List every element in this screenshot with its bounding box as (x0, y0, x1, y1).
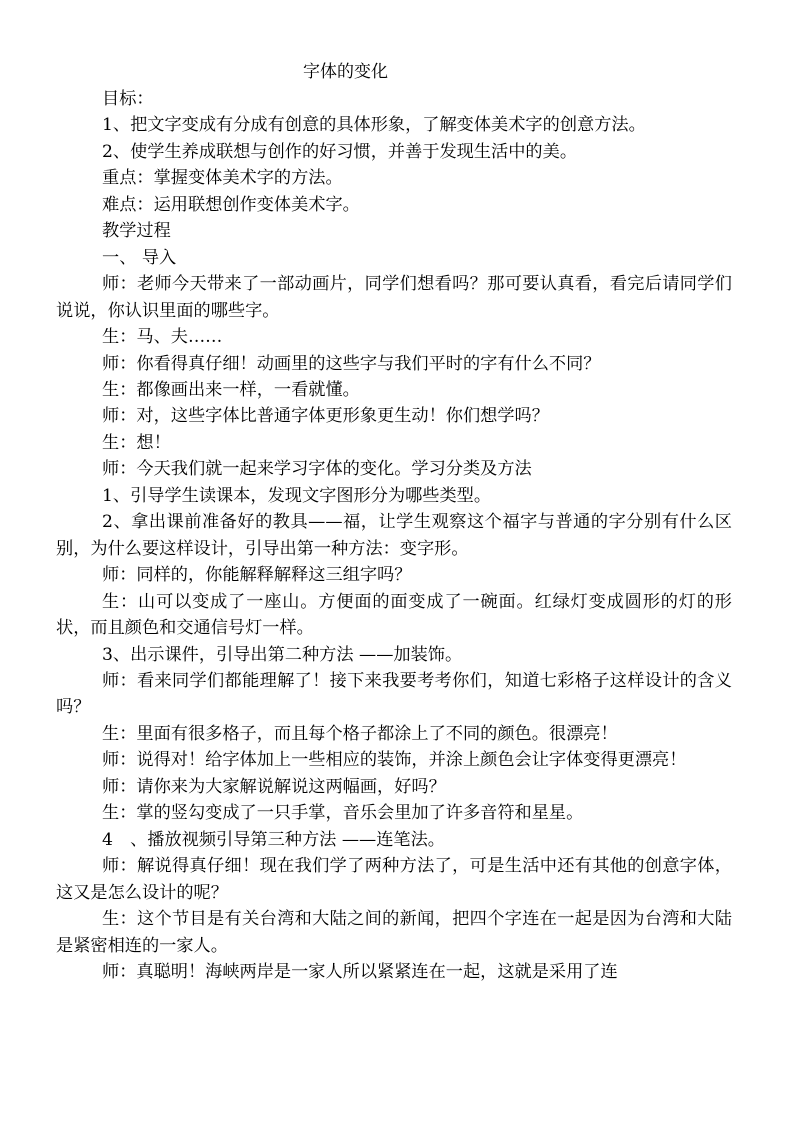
paragraph: 4 、播放视频引导第三种方法 ——连笔法。 (102, 829, 445, 850)
paragraph: 生：马、夫…… (102, 327, 223, 348)
paragraph: 师：对，这些字体比普通字体更形象更生动！你们想学吗？ (102, 406, 549, 427)
paragraph: 师：看来同学们都能理解了！接下来我要考考你们，知道七彩格子这样设计的含义吗？ (56, 670, 732, 718)
paragraph: 师：真聪明！海峡两岸是一家人所以紧紧连在一起，这就是采用了连 (102, 961, 618, 982)
paragraph: 生：里面有很多格子，而且每个格子都涂上了不同的颜色。很漂亮！ (102, 723, 618, 744)
paragraph: 3、出示课件，引导出第二种方法 ——加装饰。 (102, 644, 463, 665)
paragraph: 师：今天我们就一起来学习字体的变化。学习分类及方法 (102, 459, 532, 480)
paragraph-section-intro: 一、 导入 (102, 247, 177, 268)
paragraph: 1、引导学生读课本，发现文字图形分为哪些类型。 (102, 485, 492, 506)
document-title: 字体的变化 (303, 62, 388, 82)
paragraph-objective-1: 1、把文字变成有分成有创意的具体形象，了解变体美术字的创意方法。 (102, 115, 646, 136)
paragraph: 生：掌的竖勾变成了一只手掌，音乐会里加了许多音符和星星。 (102, 803, 584, 824)
paragraph: 师：老师今天带来了一部动画片，同学们想看吗？那可要认真看，看完后请同学们说说，你认识里面的哪些字。 (56, 274, 732, 321)
paragraph: 生：山可以变成了一座山。方便面的面变成了一碗面。红绿灯变成圆形的灯的形状，而且颜色和交通信号灯一样。 (56, 591, 732, 639)
paragraph-process-heading: 教学过程 (102, 221, 171, 242)
paragraph-objectives-heading: 目标： (102, 89, 154, 109)
paragraph: 师：你看得真仔细！动画里的这些字与我们平时的字有什么不同？ (102, 353, 601, 374)
paragraph-difficulty: 难点：运用联想创作变体美术字。 (102, 194, 360, 215)
paragraph: 生：这个节目是有关台湾和大陆之间的新闻，把四个字连在一起是因为台湾和大陆是紧密相连的一家人。 (56, 909, 732, 956)
paragraph: 生：都像画出来一样，一看就懂。 (102, 379, 360, 400)
paragraph: 师：请你来为大家解说解说这两幅画，好吗？ (102, 776, 446, 797)
paragraph: 生：想！ (102, 432, 171, 453)
document-body (56, 86, 732, 985)
paragraph: 2、拿出课前准备好的教具——福，让学生观察这个福字与普通的字分别有什么区别，为什么要这样设计，引导出第一种方法：变字形。 (56, 512, 732, 559)
paragraph: 师：解说得真仔细！现在我们学了两种方法了，可是生活中还有其他的创意字体，这又是怎么设计的呢？ (56, 856, 732, 903)
paragraph-objective-2: 2、使学生养成联想与创作的好习惯，并善于发现生活中的美。 (102, 141, 578, 162)
paragraph: 师：说得对！给字体加上一些相应的装饰，并涂上颜色会让字体变得更漂亮！ (102, 750, 687, 771)
paragraph: 师：同样的，你能解释解释这三组字吗？ (102, 565, 412, 586)
paragraph-key-point: 重点：掌握变体美术字的方法。 (102, 168, 343, 189)
